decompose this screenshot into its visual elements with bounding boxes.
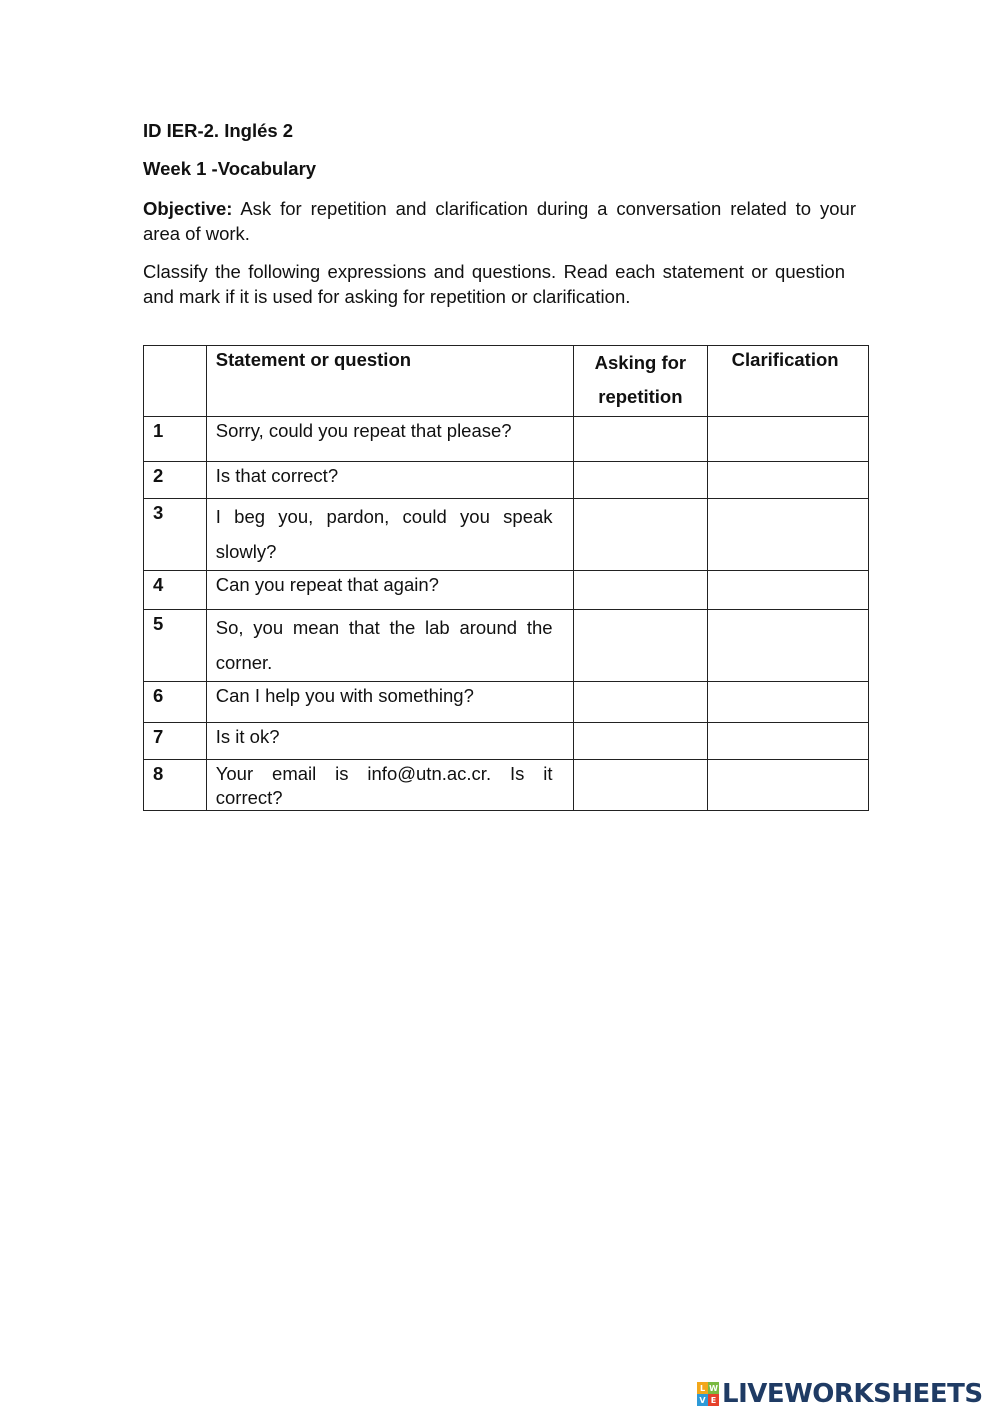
repetition-answer-cell[interactable] xyxy=(573,610,708,682)
liveworksheets-logo-icon xyxy=(697,1382,719,1406)
objective-paragraph xyxy=(143,196,856,246)
liveworksheets-brand[interactable] xyxy=(697,1380,983,1408)
row-statement: Sorry, could you repeat that please? xyxy=(206,417,573,462)
header-clarification xyxy=(708,346,869,417)
row-statement: I beg you, pardon, could you speak slowly? xyxy=(206,499,573,571)
table-header-row xyxy=(144,346,869,417)
objective-label: Objective: xyxy=(143,198,233,219)
liveworksheets-wordmark: LIVEWORKSHEETS xyxy=(722,1379,983,1409)
header-number xyxy=(144,346,207,417)
classification-table xyxy=(143,345,869,811)
repetition-answer-cell[interactable] xyxy=(573,760,708,811)
repetition-answer-cell[interactable] xyxy=(573,723,708,760)
header-repetition-line2: repetition xyxy=(598,386,683,407)
table-row xyxy=(144,499,869,571)
clarification-answer-cell[interactable] xyxy=(708,499,869,571)
logo-letter: L xyxy=(697,1382,708,1394)
clarification-answer-cell[interactable] xyxy=(708,571,869,610)
header-statement-label: Statement or question xyxy=(215,349,412,370)
week-title: Week 1 -Vocabulary xyxy=(143,158,317,179)
table-row xyxy=(144,682,869,723)
course-id-heading: ID IER-2. Inglés 2 xyxy=(143,120,294,141)
row-number: 3 xyxy=(144,499,207,571)
header-repetition-label xyxy=(574,346,708,414)
repetition-answer-cell[interactable] xyxy=(573,417,708,462)
header-repetition xyxy=(573,346,708,417)
logo-letter: W xyxy=(709,1383,718,1393)
row-statement: Is that correct? xyxy=(206,462,573,499)
row-number: 2 xyxy=(144,462,207,499)
clarification-answer-cell[interactable] xyxy=(708,462,869,499)
row-number: 7 xyxy=(144,723,207,760)
clarification-answer-cell[interactable] xyxy=(708,723,869,760)
row-number: 5 xyxy=(144,610,207,682)
header-statement xyxy=(206,346,573,417)
clarification-answer-cell[interactable] xyxy=(708,610,869,682)
logo-letter: E xyxy=(708,1394,719,1406)
row-statement: Is it ok? xyxy=(206,723,573,760)
row-number: 8 xyxy=(144,760,207,811)
objective-text: Ask for repetition and clarification during a conversation related to your area of work. xyxy=(143,198,856,244)
clarification-answer-cell[interactable] xyxy=(708,417,869,462)
repetition-answer-cell[interactable] xyxy=(573,462,708,499)
table-row xyxy=(144,723,869,760)
instructions-paragraph: Classify the following expressions and questions. Read each statement or question and mark if it is used for asking for repetition or clarification. xyxy=(143,261,845,307)
table-row xyxy=(144,610,869,682)
row-number: 1 xyxy=(144,417,207,462)
clarification-answer-cell[interactable] xyxy=(708,682,869,723)
logo-letter: V xyxy=(697,1394,708,1406)
table-row xyxy=(144,462,869,499)
row-number: 4 xyxy=(144,571,207,610)
row-statement: Can you repeat that again? xyxy=(206,571,573,610)
header-clarification-label: Clarification xyxy=(731,349,839,370)
row-statement: Can I help you with something? xyxy=(206,682,573,723)
clarification-answer-cell[interactable] xyxy=(708,760,869,811)
repetition-answer-cell[interactable] xyxy=(573,571,708,610)
row-statement: So, you mean that the lab around the corner. xyxy=(206,610,573,682)
row-statement: Your email is info@utn.ac.cr. Is it correct? xyxy=(206,760,573,811)
repetition-answer-cell[interactable] xyxy=(573,499,708,571)
table-row xyxy=(144,760,869,811)
repetition-answer-cell[interactable] xyxy=(573,682,708,723)
table-row xyxy=(144,571,869,610)
header-repetition-line1: Asking for xyxy=(594,352,687,373)
row-number: 6 xyxy=(144,682,207,723)
table-row xyxy=(144,417,869,462)
